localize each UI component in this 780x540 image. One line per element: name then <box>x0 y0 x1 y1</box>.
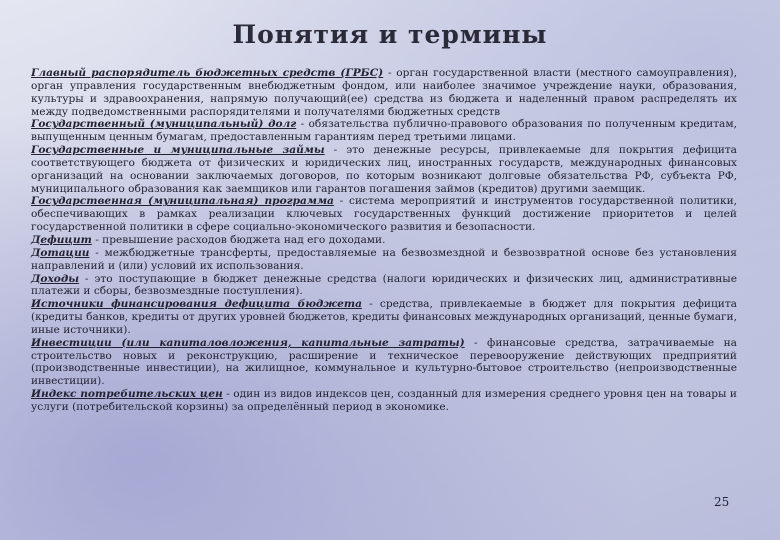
glossary-entry-state-program <box>31 195 737 234</box>
glossary-entry-public-loans <box>31 144 737 195</box>
term: Государственные и муниципальные займы <box>31 144 325 157</box>
glossary-entry-cpi <box>31 388 737 414</box>
term: Инвестиции (или капиталовложения, капитальные затраты) <box>31 336 465 349</box>
definition: - финансовые средства, затрачиваемые на строительство новых и реконструкцию, расширение и техническое перевооружение действующих предприятий (производственные инвестиции), на жилищное, коммунальное и культурно-бытовое строительство (непроизводственные инвестиции). <box>31 336 737 388</box>
term: Источники финансирования дефицита бюджета <box>31 298 362 311</box>
slide-title: Понятия и термины <box>232 20 548 49</box>
term: Дефицит <box>31 233 92 246</box>
term: Доходы <box>31 272 80 285</box>
glossary-entry-deficit-financing <box>31 298 737 337</box>
glossary-entry-investments <box>31 337 737 388</box>
page-number: 25 <box>714 495 730 509</box>
definition: - средства, привлекаемые в бюджет для покрытия дефицита (кредиты банков, кредиты от других уровней бюджетов, кредиты финансовых международных организаций, ценные бумаги, иные источники). <box>31 298 737 336</box>
glossary-entry-revenues <box>31 273 737 299</box>
term: Государственный (муниципальный) долг <box>31 118 297 131</box>
glossary-entry-public-debt <box>31 118 737 144</box>
definition: - это денежные ресурсы, привлекаемые для покрытия дефицита соответствующего бюджета от физических и юридических лиц, иностранных государств, международных финансовых организаций на основании заключаемых договоров, по которым возникают долговые обязательства РФ, субъекта РФ, муниципального образования как заемщиков или гарантов погашения займов (кредитов) другими заемщик. <box>31 144 738 195</box>
definition: - один из видов индексов цен, созданный для измерения среднего уровня цен на товары и услуги (потребительской корзины) за определённый период в экономике. <box>31 388 737 413</box>
glossary <box>31 67 737 414</box>
term: Дотации <box>31 246 90 259</box>
definition: - превышение расходов бюджета над его доходами. <box>91 233 386 246</box>
definition: - межбюджетные трансферты, предоставляемые на безвозмездной и безвозвратной основе без установления направлений и (или) условий их использования. <box>31 246 737 272</box>
glossary-entry-deficit <box>31 234 737 247</box>
glossary-entry-grbs <box>31 67 737 118</box>
definition: - это поступающие в бюджет денежные средства (налоги юридических и физических лиц, административные платежи и сборы, безвозмездные поступления). <box>31 272 737 298</box>
term: Главный распорядитель бюджетных средств (ГРБС) <box>31 67 384 79</box>
definition: - система мероприятий и инструментов государственной политики, обеспечивающих в рамках реализации ключевых государственных функций достижение приоритетов и целей государственной политики в сфере социально-экономического развития и безопасности. <box>31 195 737 234</box>
term: Индекс потребительских цен <box>31 388 223 401</box>
glossary-entry-subsidies <box>31 247 737 273</box>
definition: - обязательства публично-правового образования по полученным кредитам, выпущенным ценным бумагам, предоставленным гарантиям перед третьими лицами. <box>31 118 737 144</box>
definition: - орган государственной власти (местного самоуправления), орган управления государственным внебюджетным фондом, или наиболее значимое учреждение науки, образования, культуры и здравоохранения, напрямую получающий(ее) средства из бюджета и наделенный правом распределять их между подведомственными распорядителями и получателями бюджетных средств <box>31 67 737 118</box>
term: Государственная (муниципальная) программа <box>31 195 334 208</box>
